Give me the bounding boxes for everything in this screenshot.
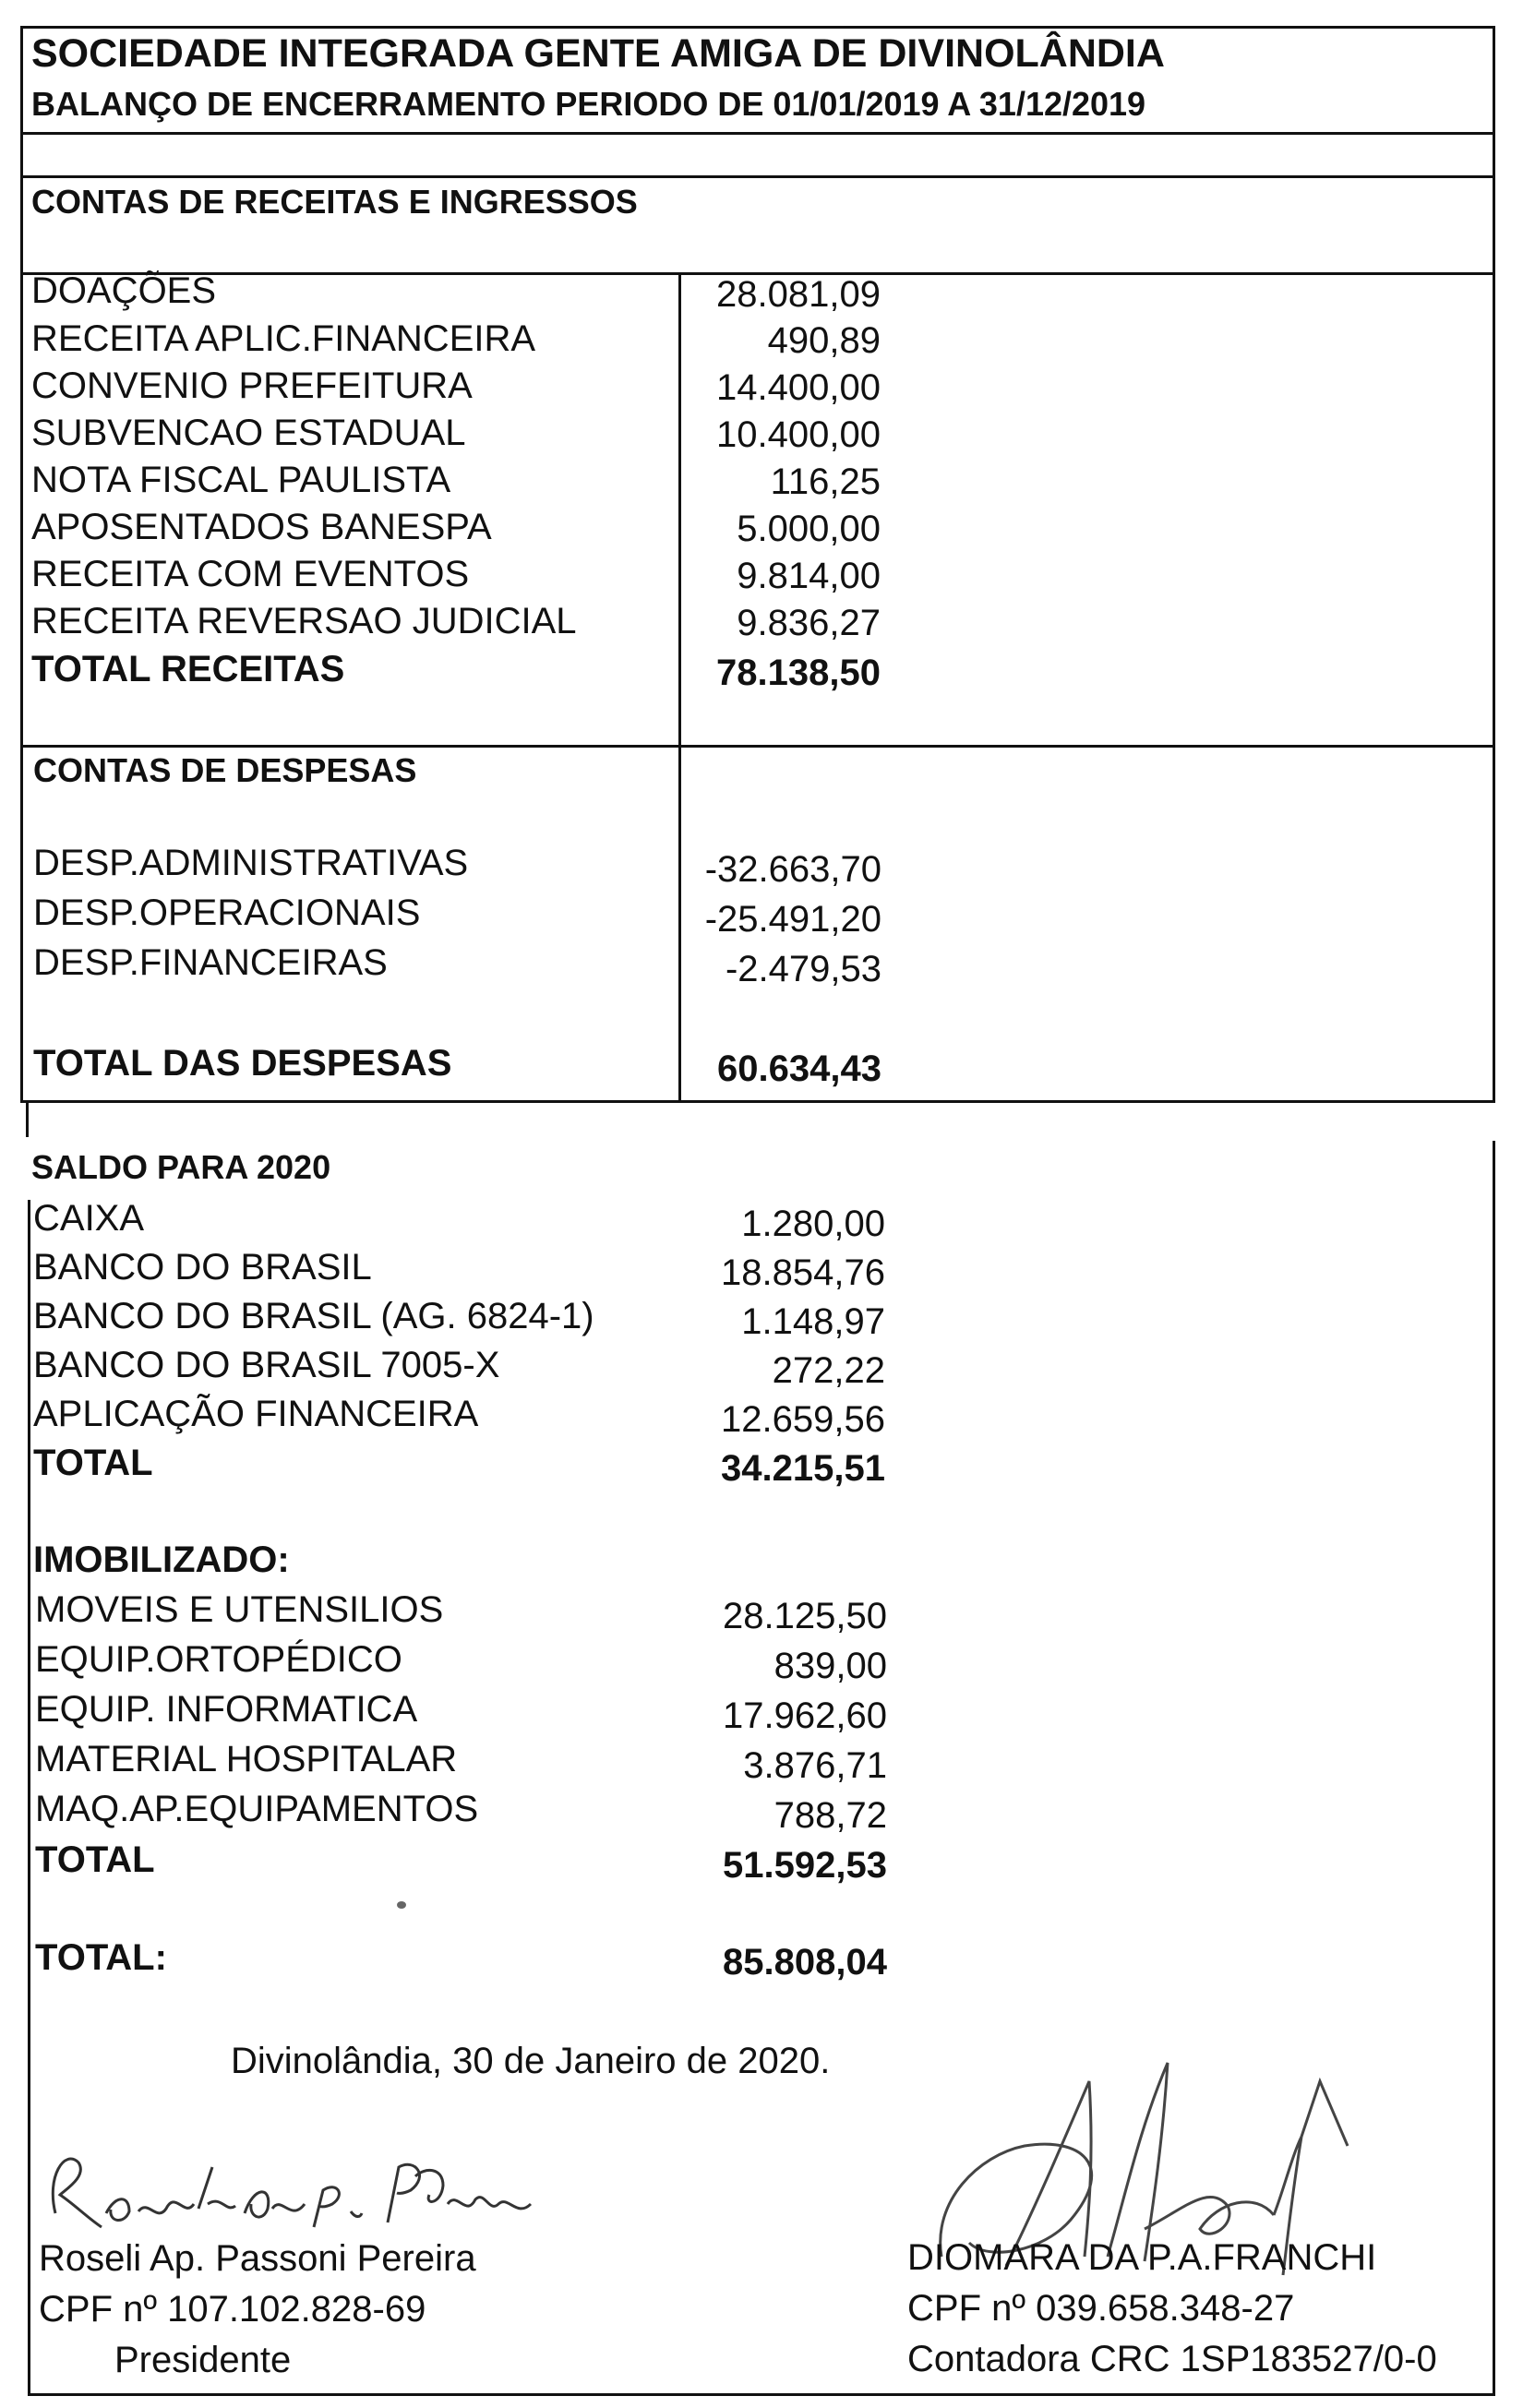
total-despesas-value: 60.634,43	[717, 1048, 881, 1089]
saldo-label: BANCO DO BRASIL (AG. 6824-1)	[33, 1296, 594, 1336]
receita-value: 10.400,00	[716, 414, 881, 455]
total-despesas-label: TOTAL DAS DESPESAS	[33, 1043, 452, 1084]
receita-value: 28.081,09	[716, 274, 881, 315]
receita-label: DOAÇÕES	[31, 270, 217, 311]
blank-row	[20, 132, 1495, 178]
place-date: Divinolândia, 30 de Janeiro de 2020.	[231, 2041, 831, 2081]
imobilizado-label: MOVEIS E UTENSILIOS	[35, 1589, 444, 1630]
receita-label: CONVENIO PREFEITURA	[31, 365, 473, 406]
saldo-value: 1.148,97	[741, 1301, 885, 1342]
signatory-left-cpf: CPF nº 107.102.828-69	[39, 2289, 426, 2330]
saldo-total-value: 34.215,51	[721, 1448, 885, 1489]
grand-total-label: TOTAL:	[35, 1937, 167, 1978]
left-border-lower	[28, 1200, 30, 2396]
imobilizado-total-label: TOTAL	[35, 1839, 155, 1880]
imobilizado-label: MATERIAL HOSPITALAR	[35, 1739, 458, 1779]
signatory-right-role: Contadora CRC 1SP183527/0-0	[907, 2339, 1437, 2379]
receita-label: RECEITA APLIC.FINANCEIRA	[31, 318, 536, 359]
total-receitas-label: TOTAL RECEITAS	[31, 649, 345, 689]
despesa-value: -25.491,20	[704, 899, 881, 940]
total-receitas-value: 78.138,50	[716, 653, 881, 693]
imobilizado-total-value: 51.592,53	[723, 1845, 887, 1886]
bottom-border	[28, 2393, 1495, 2396]
receita-value: 490,89	[767, 320, 881, 361]
imobilizado-value: 28.125,50	[723, 1596, 887, 1636]
imobilizado-value: 788,72	[773, 1795, 887, 1836]
saldo-value: 272,22	[772, 1350, 885, 1391]
signature-left-icon	[37, 2139, 554, 2241]
imobilizado-value: 839,00	[773, 1646, 887, 1686]
saldo-label: BANCO DO BRASIL	[33, 1247, 372, 1288]
despesa-label: DESP.FINANCEIRAS	[33, 942, 388, 983]
right-border-lower	[1493, 1141, 1495, 2396]
despesa-label: DESP.OPERACIONAIS	[33, 893, 421, 933]
grand-total-value: 85.808,04	[723, 1942, 887, 1983]
imobilizado-title: IMOBILIZADO:	[33, 1539, 290, 1580]
saldo-label: BANCO DO BRASIL 7005-X	[33, 1345, 500, 1385]
saldo-value: 1.280,00	[741, 1204, 885, 1244]
receita-value: 9.836,27	[737, 603, 881, 643]
saldo-label: CAIXA	[33, 1198, 145, 1239]
despesa-label: DESP.ADMINISTRATIVAS	[33, 843, 469, 883]
receita-value: 116,25	[770, 461, 881, 502]
receitas-title: CONTAS DE RECEITAS E INGRESSOS	[31, 183, 638, 221]
saldo-label: APLICAÇÃO FINANCEIRA	[33, 1394, 479, 1434]
saldo-total-label: TOTAL	[33, 1443, 153, 1483]
signatory-left-name: Roseli Ap. Passoni Pereira	[39, 2238, 476, 2279]
despesa-value: -32.663,70	[704, 849, 881, 890]
imobilizado-value: 3.876,71	[743, 1745, 887, 1786]
receita-label: SUBVENCAO ESTADUAL	[31, 413, 466, 453]
left-stub-line	[26, 1100, 29, 1137]
imobilizado-value: 17.962,60	[723, 1695, 887, 1736]
signatory-right-name: DIOMARA DA P.A.FRANCHI	[907, 2237, 1377, 2278]
imobilizado-label: EQUIP. INFORMATICA	[35, 1689, 418, 1730]
saldo-value: 18.854,76	[721, 1252, 885, 1293]
document-title: SOCIEDADE INTEGRADA GENTE AMIGA DE DIVINOLÂNDIA	[31, 31, 1165, 76]
signatory-left-role: Presidente	[114, 2340, 292, 2380]
receita-value: 9.814,00	[737, 556, 881, 596]
imobilizado-label: EQUIP.ORTOPÉDICO	[35, 1639, 402, 1680]
receita-label: NOTA FISCAL PAULISTA	[31, 460, 451, 500]
imobilizado-label: MAQ.AP.EQUIPAMENTOS	[35, 1789, 479, 1829]
despesa-value: -2.479,53	[725, 949, 881, 989]
receita-label: RECEITA REVERSAO JUDICIAL	[31, 601, 577, 641]
receita-value: 14.400,00	[716, 367, 881, 408]
receita-label: RECEITA COM EVENTOS	[31, 554, 470, 594]
receita-label: APOSENTADOS BANESPA	[31, 507, 492, 547]
signatory-right-cpf: CPF nº 039.658.348-27	[907, 2288, 1295, 2329]
saldo-value: 12.659,56	[721, 1399, 885, 1440]
receita-value: 5.000,00	[737, 509, 881, 549]
saldo-title: SALDO PARA 2020	[31, 1148, 331, 1186]
document-subtitle: BALANÇO DE ENCERRAMENTO PERIODO DE 01/01/2019 A 31/12/2019	[31, 85, 1146, 123]
despesas-title: CONTAS DE DESPESAS	[33, 751, 417, 789]
scan-speck	[397, 1901, 406, 1909]
